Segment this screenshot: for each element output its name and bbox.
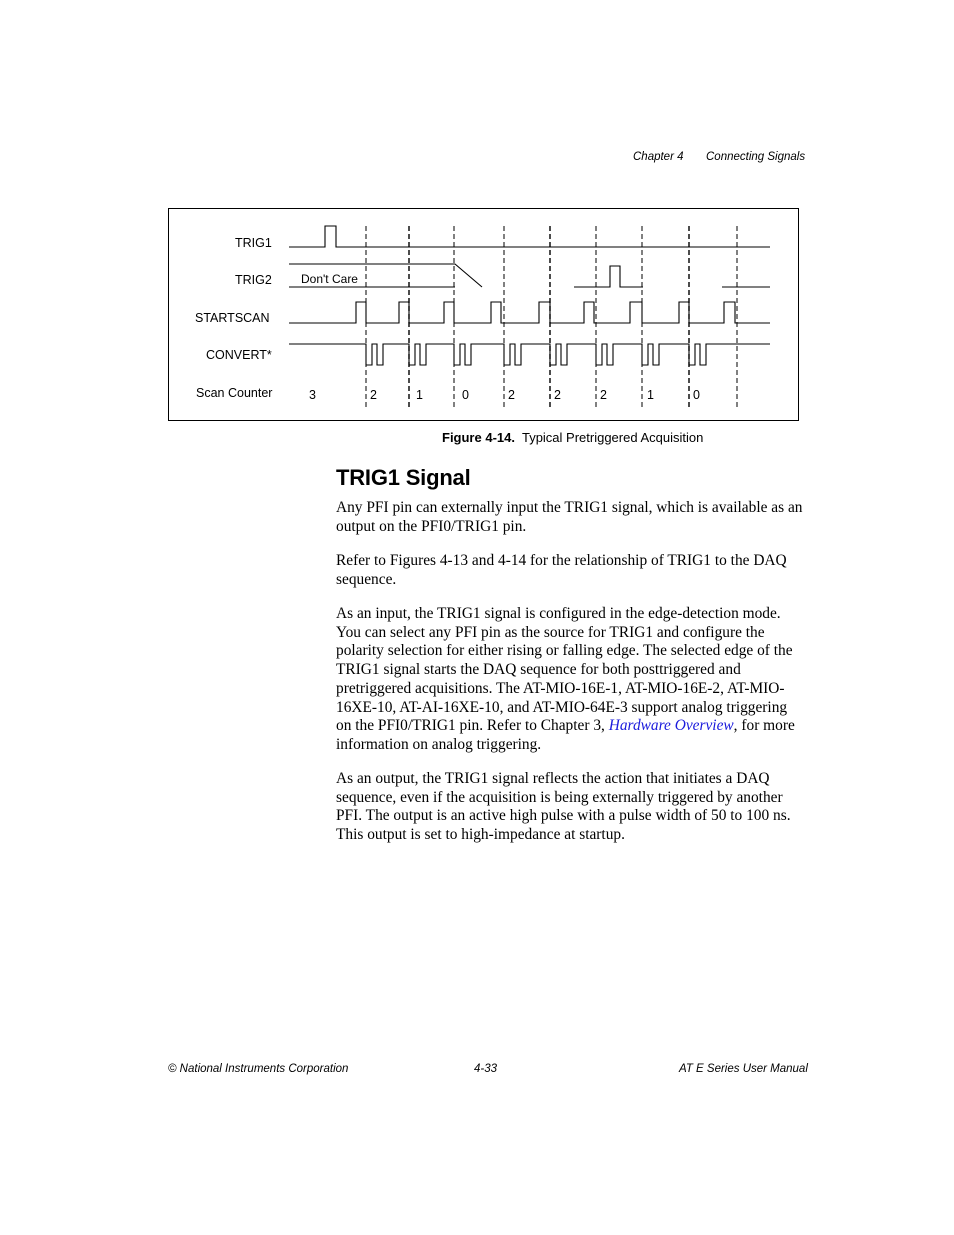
scan-count-value: 3 xyxy=(309,388,316,402)
convert-waveform xyxy=(289,344,770,365)
scan-count-value: 0 xyxy=(693,388,700,402)
footer-page-number: 4-33 xyxy=(474,1063,498,1075)
footer-right: AT E Series User Manual xyxy=(679,1063,808,1075)
caption-number: Figure 4-14. xyxy=(442,430,515,445)
scan-count-value: 1 xyxy=(647,388,654,402)
header-chapter: Chapter 4 xyxy=(633,151,684,163)
signal-label-trig1: TRIG1 xyxy=(235,236,272,250)
paragraph-3-text-b: , for more information on analog triggering. xyxy=(336,717,795,753)
scan-count-value: 0 xyxy=(462,388,469,402)
signal-label-startscan: STARTSCAN xyxy=(195,311,270,325)
timing-gridlines xyxy=(366,226,737,407)
paragraph-3 xyxy=(336,605,804,755)
trig1-waveform xyxy=(289,226,770,247)
scan-count-value: 2 xyxy=(600,388,607,402)
signal-label-trig2: TRIG2 xyxy=(235,273,272,287)
scan-count-value: 1 xyxy=(416,388,423,402)
paragraph-2: Refer to Figures 4-13 and 4-14 for the relationship of TRIG1 to the DAQ sequence. xyxy=(336,552,787,588)
caption-title: Typical Pretriggered Acquisition xyxy=(521,430,704,445)
scan-count-value: 2 xyxy=(370,388,377,402)
signal-label-convert: CONVERT* xyxy=(206,348,272,362)
dont-care-label: Don't Care xyxy=(301,272,358,286)
paragraph-3-text-a: As an input, the TRIG1 signal is configured in the edge-detection mode. You can select any PFI pin as the source for TRIG1 and configure the polarity selection for either rising or falling edge. The selected edge of the TRIG1 signal starts the DAQ sequence for both posttriggered and pretriggered acquisitions. The AT-MIO-16E-1, AT-MIO-16E-2, AT-MIO-16XE-10, AT-AI-16XE-10, and AT-MIO-64E-3 support analog triggering on the PFI0/TRIG1 pin. Refer to Chapter 3, xyxy=(336,605,793,735)
hardware-overview-link[interactable]: Hardware Overview xyxy=(608,717,734,735)
header-section: Connecting Signals xyxy=(706,151,806,163)
scan-count-value: 2 xyxy=(508,388,515,402)
trig2-waveform-low xyxy=(574,266,643,287)
startscan-waveform xyxy=(289,302,770,323)
paragraph-1: Any PFI pin can externally input the TRIG1 signal, which is available as an output on the PFI0/TRIG1 pin. xyxy=(336,499,803,535)
signal-label-scan-counter: Scan Counter xyxy=(196,386,273,400)
figure-caption xyxy=(442,430,703,445)
scan-count-value: 2 xyxy=(554,388,561,402)
timing-diagram xyxy=(168,208,799,421)
paragraph-4: As an output, the TRIG1 signal reflects the action that initiates a DAQ sequence, even if the acquisition is being externally triggered by another PFI. The output is an active high pulse with a pulse width of 50 to 100 ns. This output is set to high-impedance at startup. xyxy=(336,770,791,844)
footer-left: © National Instruments Corporation xyxy=(168,1063,349,1075)
section-title: TRIG1 Signal xyxy=(336,465,471,490)
